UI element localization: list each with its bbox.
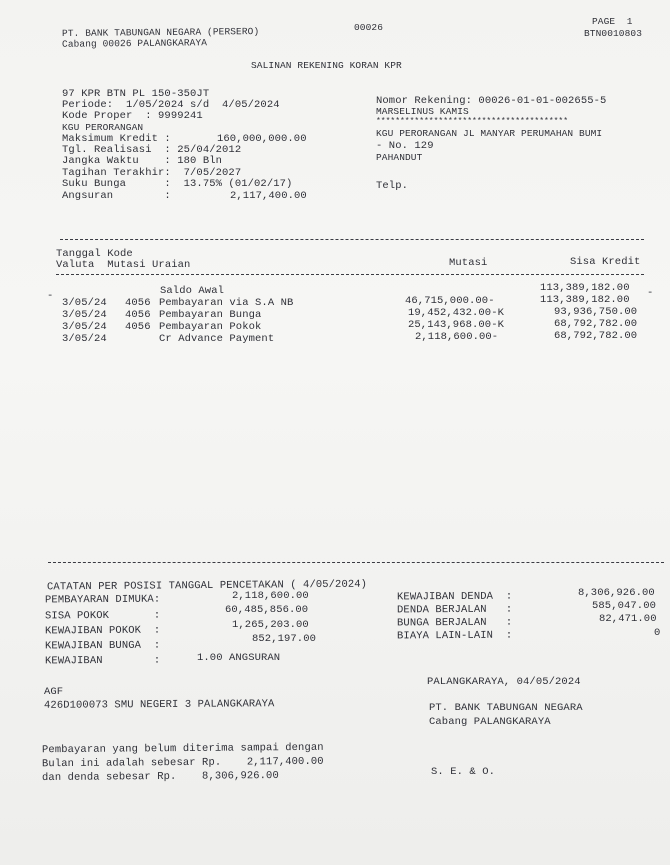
row-tanggal: 3/05/24 xyxy=(62,321,107,333)
table-header-divider xyxy=(56,274,644,275)
suku-bunga: Suku Bunga : 13.75% (01/02/17) xyxy=(62,178,293,190)
separator-stars: **************************************** xyxy=(376,117,569,126)
kewajiban-value: 1.00 ANGSURAN xyxy=(197,652,281,664)
summary-top-divider xyxy=(48,562,664,563)
note-line-1: Pembayaran yang belum diterima sampai dengan xyxy=(41,741,324,757)
nomor-rekening: Nomor Rekening: 00026-01-01-002655-5 xyxy=(376,95,607,107)
row-uraian: Pembayaran Pokok xyxy=(159,321,262,333)
address-line-3: PAHANDUT xyxy=(376,152,423,163)
catatan-heading: CATATAN PER POSISI TANGGAL PENCETAKAN ( 4/05/2024) xyxy=(46,578,368,594)
row-uraian: Cr Advance Payment xyxy=(159,333,275,345)
column-mutasi: Mutasi xyxy=(449,257,488,269)
branch-code: 00026 xyxy=(354,22,384,33)
sisa-pokok-value: 60,485,856.00 xyxy=(225,604,309,616)
denda-berjalan-label: DENDA BERJALAN : xyxy=(396,603,513,617)
angsuran-value: 2,117,400.00 xyxy=(230,190,307,202)
kewajiban-denda-label: KEWAJIBAN DENDA : xyxy=(396,590,513,604)
column-sisa-kredit: Sisa Kredit xyxy=(570,256,641,268)
table-header-line2: Valuta Mutasi Uraian xyxy=(56,259,191,271)
kewajiban-pokok-label: KEWAJIBAN POKOK : xyxy=(44,624,161,638)
row-marker-right: - xyxy=(647,287,654,299)
row-mutasi: 25,143,968.00-K xyxy=(408,319,505,331)
saldo-awal-value: 113,389,182.00 xyxy=(540,282,630,294)
note-line-3: dan denda sebesar Rp. 8,306,926.00 xyxy=(41,769,279,785)
jangka-waktu: Jangka Waktu : 180 Bln xyxy=(62,155,223,167)
kewajiban-label: KEWAJIBAN : xyxy=(44,654,161,668)
seo-mark: S. E. & O. xyxy=(431,766,496,778)
branch-name: Cabang 00026 PALANGKARAYA xyxy=(61,37,208,50)
page-number: PAGE 1 xyxy=(592,16,633,27)
row-tanggal: 3/05/24 xyxy=(62,333,107,345)
address-line-1: KGU PERORANGAN JL MANYAR PERUMAHAN BUMI xyxy=(376,128,603,139)
row-mutasi: 2,118,600.00- xyxy=(415,331,499,343)
agf-label: AGF xyxy=(44,686,64,698)
maksimum-kredit-value: 160,000,000.00 xyxy=(217,133,307,145)
row-tanggal: 3/05/24 xyxy=(62,297,107,309)
row-tanggal: 3/05/24 xyxy=(62,309,107,321)
tagihan-terakhir: Tagihan Terakhir: 7/05/2027 xyxy=(62,167,242,179)
row-mutasi: 19,452,432.00-K xyxy=(408,307,505,319)
denda-berjalan-value: 585,047.00 xyxy=(592,600,657,612)
bank-signature-branch: Cabang PALANGKARAYA xyxy=(429,716,551,728)
pembayaran-dimuka-value: 2,118,600.00 xyxy=(232,590,309,602)
telp-label: Telp. xyxy=(376,180,409,192)
kewajiban-denda-value: 8,306,926.00 xyxy=(578,587,655,599)
sisa-pokok-label: SISA POKOK : xyxy=(44,609,161,623)
kewajiban-bunga-value: 852,197.00 xyxy=(252,633,317,645)
angsuran-label: Angsuran : xyxy=(62,190,171,202)
bunga-berjalan-label: BUNGA BERJALAN : xyxy=(396,616,513,630)
row-marker-left: - xyxy=(47,290,54,302)
bank-name: PT. BANK TABUNGAN NEGARA (PERSERO) xyxy=(61,25,260,40)
row-kode: 4056 xyxy=(125,297,151,309)
address-line-2: - No. 129 xyxy=(376,140,434,152)
customer-name: MARSELINUS KAMIS xyxy=(376,106,469,117)
periode: Periode: 1/05/2024 s/d 4/05/2024 xyxy=(62,99,280,111)
product-name: 97 KPR BTN PL 150-350JT xyxy=(62,88,210,100)
document-title: SALINAN REKENING KORAN KPR xyxy=(251,60,402,71)
note-line-2: Bulan ini adalah sebesar Rp. 2,117,400.00 xyxy=(41,755,324,771)
row-uraian: Pembayaran Bunga xyxy=(159,309,262,321)
bunga-berjalan-value: 82,471.00 xyxy=(599,613,657,625)
table-top-divider xyxy=(60,239,644,240)
row-sisa: 93,936,750.00 xyxy=(554,306,638,318)
kgu-label: KGU PERORANGAN xyxy=(62,122,144,133)
agf-detail: 426D100073 SMU NEGERI 3 PALANGKARAYA xyxy=(43,698,275,712)
biaya-lain-label: BIAYA LAIN-LAIN : xyxy=(396,629,513,643)
row-sisa: 113,389,182.00 xyxy=(540,294,630,306)
kode-proper: Kode Proper : 9999241 xyxy=(62,110,203,122)
row-sisa: 68,792,782.00 xyxy=(554,318,638,330)
kewajiban-pokok-value: 1,265,203.00 xyxy=(232,619,309,631)
maksimum-kredit-label: Maksimum Kredit : xyxy=(62,133,171,145)
place-date: PALANGKARAYA, 04/05/2024 xyxy=(427,676,581,688)
row-sisa: 68,792,782.00 xyxy=(554,330,638,342)
tgl-realisasi: Tgl. Realisasi : 25/04/2012 xyxy=(62,144,242,156)
biaya-lain-value: 0 xyxy=(654,627,661,639)
row-mutasi: 46,715,000.00- xyxy=(405,295,495,307)
saldo-awal-label: Saldo Awal xyxy=(160,285,225,297)
row-kode: 4056 xyxy=(125,321,151,333)
doc-code: BTN0010803 xyxy=(584,28,643,39)
table-header-line1: Tanggal Kode xyxy=(56,248,133,260)
kewajiban-bunga-label: KEWAJIBAN BUNGA : xyxy=(44,639,161,653)
row-kode: 4056 xyxy=(125,309,151,321)
row-uraian: Pembayaran via S.A NB xyxy=(159,297,294,309)
bank-signature-name: PT. BANK TABUNGAN NEGARA xyxy=(429,702,583,714)
pembayaran-dimuka-label: PEMBAYARAN DIMUKA: xyxy=(44,593,161,607)
